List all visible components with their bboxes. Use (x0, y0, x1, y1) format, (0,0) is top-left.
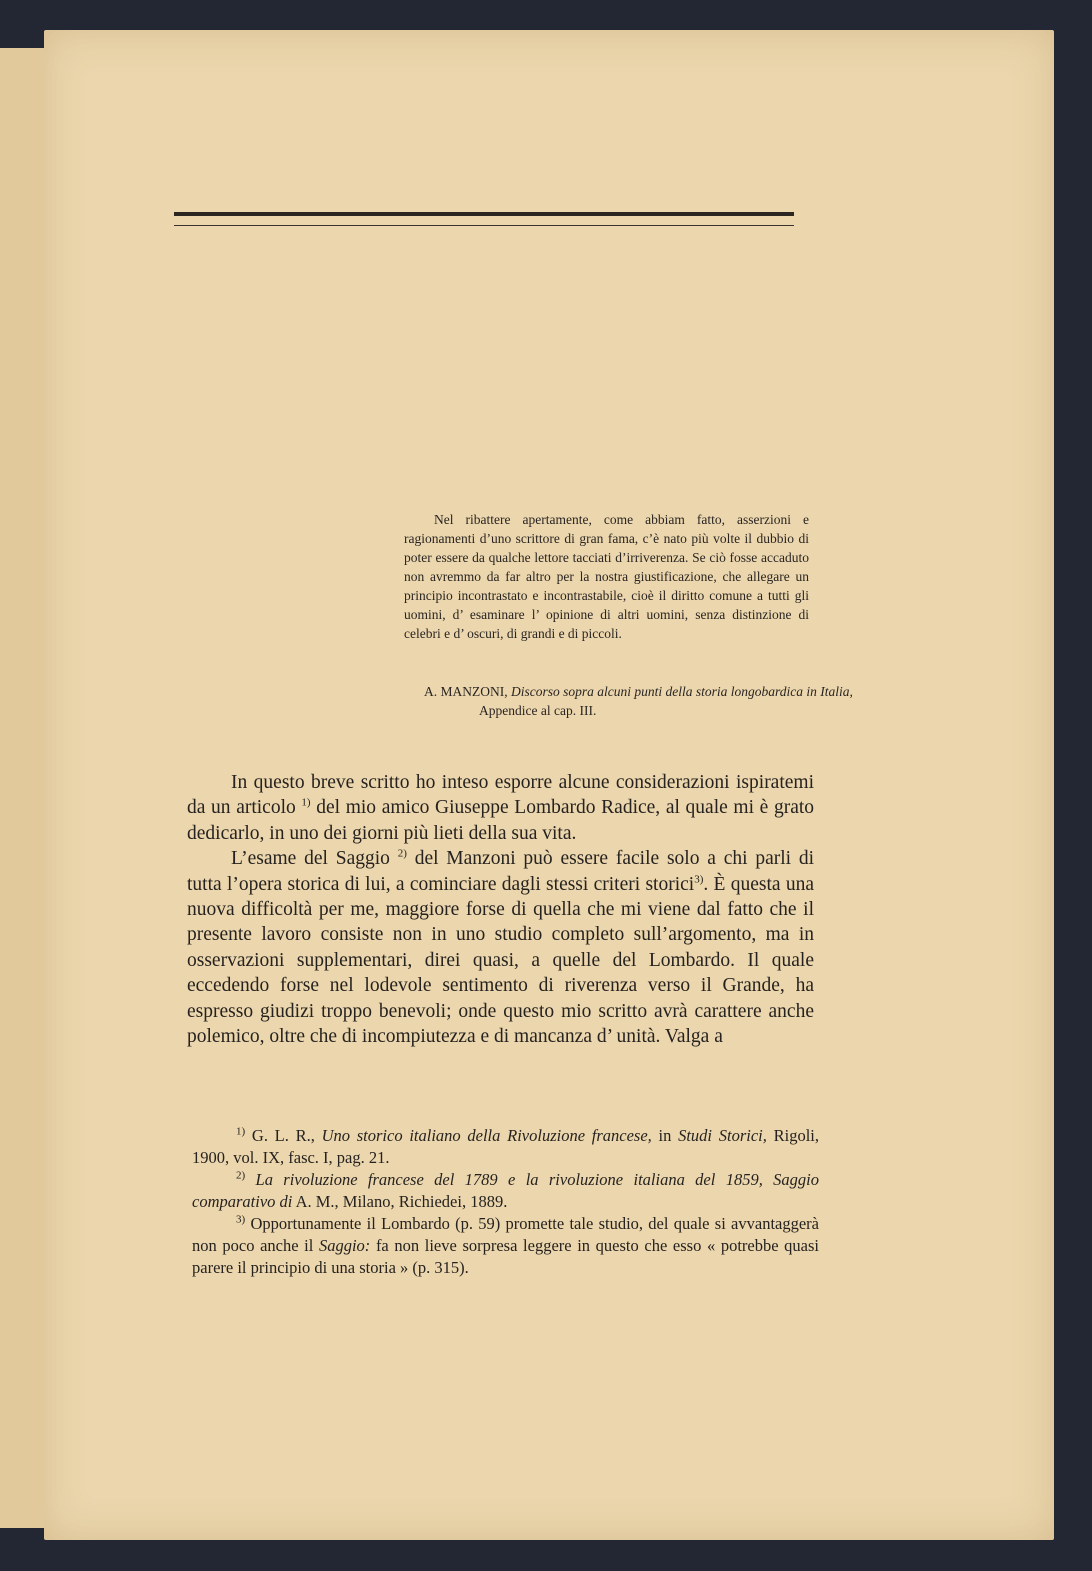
footnote-ref-1: 1) (301, 796, 311, 809)
footnote-1 (192, 1125, 819, 1169)
footnote-3 (192, 1213, 819, 1279)
paragraph-1-text-cont: del mio amico Giuseppe Lombardo Radice, al quale mi è grato dedicarlo, in uno dei giorni più lieti della sua vita. (187, 797, 815, 844)
footnote-2-details: A. M., Milano, Richiedei, 1889. (295, 1192, 508, 1211)
paragraph-2-start: L’esame del Saggio (231, 848, 390, 870)
paragraph-2-end: . È questa una nuova difficoltà per me, maggiore forse di quella che mi viene dal fatto che il presente lavoro consiste non in uno studio completo sull’argomento, ma in osservazioni supplementari, direi quasi, a quelle del Lombardo. Il quale eccedendo forse nel lodevole sentimento di riverenza verso il Grande, ha espresso giudizi troppo benevoli; onde questo mio scritto avrà carattere anche polemico, oltre che di incompiutezza e di mancanza d’ unità. Valga a (187, 873, 814, 1048)
book-page (44, 30, 1054, 1540)
header-rule-thick (174, 212, 794, 216)
footnote-2-marker: 2) (236, 1169, 246, 1182)
header-rule-thin (174, 225, 794, 226)
epigraph-location: Appendice al cap. III. (479, 703, 597, 718)
epigraph-attribution (424, 682, 869, 720)
footnote-1-in: in (658, 1126, 672, 1145)
footnote-3-end: fa non lieve sorpresa leggere in questo che esso « potrebbe quasi parere il principio di una storia » (p. 315). (192, 1236, 819, 1277)
footnotes (192, 1125, 819, 1279)
footnote-1-title: Uno storico italiano della Rivoluzione francese, (321, 1126, 652, 1145)
main-text (187, 770, 814, 1049)
paragraph-1-text: In questo breve scritto ho inteso esporre alcune considerazioni ispiratemi da un articolo (187, 772, 814, 819)
epigraph-work: Discorso sopra alcuni punti della storia longobardica in Italia, (511, 684, 853, 699)
footnote-1-journal: Studi Storici, (678, 1126, 767, 1145)
epigraph-quote: Nel ribattere apertamente, come abbiam fatto, asserzioni e ragionamenti d’uno scrittore di gran fama, c’è nato più volte il dubbio di poter essere da qualche lettore tacciati d’irriverenza. Se ciò fosse accaduto non avremmo da far altro per la nostra giustificazione, che allegare un principio incontrastato e incontrastabile, cioè il diritto comune a tutti gli uomini, d’ esaminare l’ opinione di altri uomini, senza distinzione di celebri e d’ oscuri, di grandi e di piccoli. (404, 512, 809, 641)
paragraph-2-mid: del Manzoni può essere facile solo a chi parli di tutta l’opera storica di lui, a cominciare dagli stessi criteri storici (187, 848, 815, 895)
footnote-1-details: Rigoli, 1900, vol. IX, fasc. I, pag. 21. (192, 1126, 819, 1167)
footnote-3-marker: 3) (236, 1213, 246, 1226)
footnote-2-title: La rivoluzione francese del 1789 e la rivoluzione italiana del 1859, Saggio comparativo di (192, 1170, 820, 1211)
footnote-ref-2: 2) (397, 847, 407, 860)
footnote-3-saggio: Saggio: (318, 1236, 371, 1255)
footnote-2 (192, 1169, 819, 1213)
footnote-3-start: Opportunamente il Lombardo (p. 59) promette tale studio, del quale si avvantaggerà non poco anche il (192, 1214, 820, 1255)
paragraph-1 (187, 770, 814, 846)
paragraph-2 (187, 846, 814, 1049)
epigraph-author: A. MANZONI, (424, 684, 508, 699)
footnote-1-marker: 1) (236, 1125, 246, 1138)
footnote-1-author: G. L. R., (251, 1126, 315, 1145)
footnote-ref-3: 3) (694, 873, 704, 886)
